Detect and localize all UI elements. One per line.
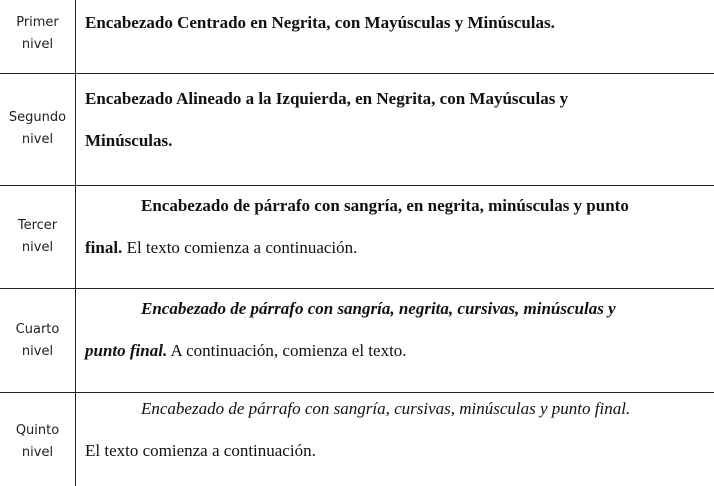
table-row-level-3 bbox=[0, 185, 714, 288]
example-text: Encabezado Alineado a la Izquierda, en Negrita, con Mayúsculas y bbox=[85, 89, 569, 108]
example-text: Encabezado de párrafo con sangría, negrita, cursivas, minúsculas y bbox=[141, 299, 616, 318]
level-label-line: Primer bbox=[16, 15, 59, 30]
level-label-line: nivel bbox=[21, 37, 54, 52]
table-row-level-4 bbox=[0, 288, 714, 392]
table-row-level-2 bbox=[0, 73, 714, 185]
level-label bbox=[0, 12, 75, 56]
example-text: Encabezado de párrafo con sangría, en negrita, minúsculas y punto bbox=[141, 196, 629, 215]
level-label bbox=[0, 107, 75, 151]
example-text: A continuación, comienza el texto. bbox=[167, 341, 407, 360]
level-label bbox=[0, 420, 75, 464]
example-text: Encabezado de párrafo con sangría, cursivas, minúsculas y punto final. bbox=[141, 399, 631, 418]
example-text: El texto comienza a continuación. bbox=[122, 238, 358, 257]
example-text: El texto comienza a continuación. bbox=[85, 441, 316, 460]
table-row-level-5 bbox=[0, 392, 714, 486]
example-text: final. bbox=[85, 238, 123, 257]
level-label-line: nivel bbox=[21, 344, 54, 359]
level-label-line: Cuarto bbox=[15, 322, 60, 337]
example-text: punto final. bbox=[85, 341, 168, 360]
table-row-level-1 bbox=[0, 0, 714, 73]
heading-example bbox=[85, 288, 710, 372]
heading-example bbox=[85, 185, 710, 269]
heading-example bbox=[85, 388, 710, 472]
heading-example bbox=[85, 78, 710, 162]
level-label-line: Quinto bbox=[15, 423, 60, 438]
level-label-line: Segundo bbox=[8, 110, 67, 125]
level-label-line: nivel bbox=[21, 132, 54, 147]
example-text: Encabezado Centrado en Negrita, con Mayúsculas y Minúsculas. bbox=[85, 13, 555, 32]
level-label-line: Tercer bbox=[17, 218, 58, 233]
level-label-line: nivel bbox=[21, 445, 54, 460]
level-label bbox=[0, 215, 75, 259]
level-label-line: nivel bbox=[21, 240, 54, 255]
level-label bbox=[0, 319, 75, 363]
heading-example bbox=[85, 2, 710, 44]
example-text: Minúsculas. bbox=[85, 131, 173, 150]
